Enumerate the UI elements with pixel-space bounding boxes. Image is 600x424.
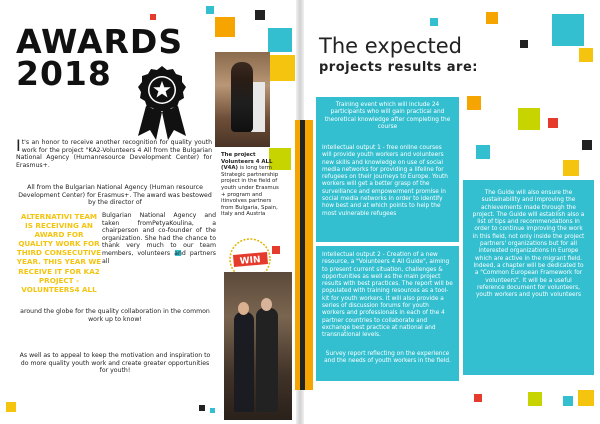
award-medal-icon <box>132 62 192 142</box>
decor-square-teal-right3 <box>476 145 490 159</box>
photo-face-right <box>261 298 272 311</box>
decor-square-red-right <box>548 118 558 128</box>
decor-square-lime-bottom <box>528 392 542 406</box>
decor-square-dark-right2 <box>582 140 592 150</box>
win-label: WIN <box>239 255 261 267</box>
result-intellectual-output-2: Intellectual output 2 - Creation of a new resource, a "Volunteers 4 All Guide", aiming to present current situation, challenges & opportunities as well as the main project results with best practices. The report will be populated with training resources as a tool-kit for youth workers. It will also provide a series of discussion forums for youth workers and professionals in each of the 4 partner countries to collaborate and exchange best practice at national and transnational levels. <box>316 246 459 355</box>
result-training-event: Training event which will include 24 participants who will gain practical and theoretical knowledge after completing the course <box>316 97 459 139</box>
decor-square-lime-right <box>518 108 540 130</box>
award-photo-woman <box>215 52 270 147</box>
project-name: The project Volunteers 4 ALL (V4A) <box>221 152 273 172</box>
decor-square-teal-right <box>430 18 438 26</box>
second-paragraph: All from the Bulgarian National Agency (Human resource Development Center) for Erasmus+. The award was bestowed by the director of <box>18 184 212 207</box>
intro-text: t's an honor to receive another recognition for quality youth work for the project "KA2-Volunteers 4 All from the Bulgarian National Agency (Humanresource Development Center) for Erasmus+. <box>16 139 212 169</box>
decor-square-teal <box>206 6 214 14</box>
decor-square-orange-right <box>486 12 498 24</box>
photo-person-right <box>256 308 278 412</box>
project-description <box>221 152 283 218</box>
photo-banner <box>251 82 265 132</box>
awards-title-line2: 2018 <box>16 54 112 93</box>
result-intellectual-output-1: Intellectual output 1 - free online courses will provide youth workers and volunteers new skills and knowledge on use of social media networks for providing a lifeline for refugees on their journeys to Europe. Youth workers will get a better grasp of the surveillance and empowerment promise in social media networks in order to identify how best and at which points to help the most vulnerable refugees <box>316 139 459 242</box>
decor-square-red-bottom-right <box>474 394 482 402</box>
decor-square-yellow-bottom <box>6 402 16 412</box>
intro-drop-cap: I <box>16 136 21 155</box>
decor-square-yellow-right2 <box>563 160 579 176</box>
photo-person-left <box>234 312 254 412</box>
result-guide-sustainability: The Guide will also ensure the sustainability and improving the achievements made through the project. The Guide will establish also a list of tips and recommendations in order to continue improving the work in this field, not only inside the project partners' organizations but for all interested organizations in Europe which are active in the migrant field. Indeed, a chapter will be dedicated to a "Common European Framework for volunteers". It will be a useful reference document for volunteers, youth workers and youth volunteers <box>463 180 594 375</box>
photo-person <box>231 62 253 132</box>
decor-square-yellow <box>269 55 295 81</box>
highlight-callout: ALTERNATIVI TEAM IS RECEIVING AN AWARD FOR QUALITY WORK FOR THIRD CONSECUTIVE YEAR. THIS YEAR WE RECEIVE IT FOR KA2 PROJECT - VOLUNTEERS4 ALL <box>16 212 102 294</box>
decor-square-yellow-bottom-right <box>578 390 594 406</box>
award-photo-couple <box>224 272 292 420</box>
results-subtitle: projects results are: <box>319 60 478 75</box>
dark-accent-strip <box>300 120 305 390</box>
decor-square-red-small <box>272 246 280 254</box>
decor-square-teal-large <box>268 28 292 52</box>
decor-square-yellow-right <box>579 48 593 62</box>
intro-paragraph <box>16 136 212 169</box>
awards-title <box>16 22 184 93</box>
decor-square-orange <box>215 17 235 37</box>
collaboration-paragraph: around the globe for the quality collaboration in the common work up to know! <box>20 308 210 323</box>
decor-square-dark <box>255 10 265 20</box>
decor-square-dark-right <box>520 40 528 48</box>
decor-square-dark-small <box>199 405 205 411</box>
decor-square-teal-bottom-right <box>563 396 573 406</box>
photo-face-left <box>238 302 249 315</box>
results-title: The expected <box>319 34 462 58</box>
decor-square-red <box>150 14 156 20</box>
decor-square-orange-right2 <box>467 96 481 110</box>
result-survey-report: Survey report reflecting on the experience and the needs of youth workers in the field. <box>316 345 459 381</box>
awards-title-line1: AWARDS <box>16 22 184 61</box>
project-text: is long term Strategic partnership project in the field of youth under Erasmus + program and itinvolves partners from Bulgaria, Spain, Italy and Austria <box>221 165 279 218</box>
decor-square-teal-right2 <box>552 14 584 46</box>
result-intellectual-outputs <box>316 139 459 355</box>
director-paragraph: Bulgarian National Agency and taken fromPetyaKoulina, a chairperson and co-founder of the organization. She had the chance to thank very much to our team members, volunteers and partners all <box>102 212 216 265</box>
closing-paragraph: As well as to appeal to keep the motivation and inspiration to do more quality youth work and create greater opportunities for youth! <box>19 352 211 375</box>
decor-square-teal-bottom <box>210 408 215 413</box>
